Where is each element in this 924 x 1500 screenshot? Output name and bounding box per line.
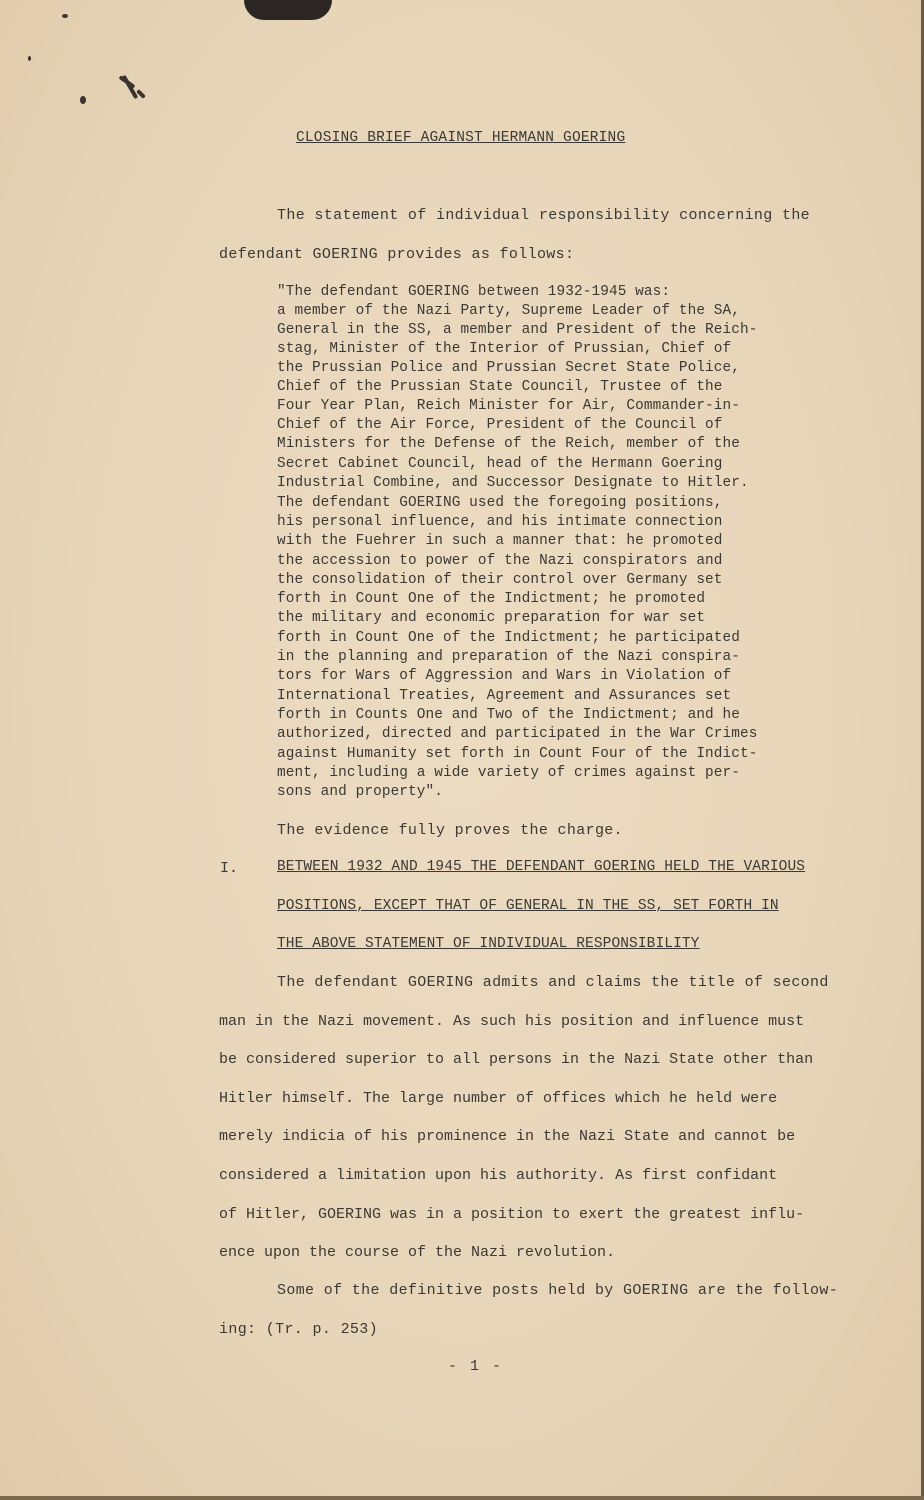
document-title: CLOSING BRIEF AGAINST HERMANN GOERING [296,130,626,146]
quote-line: authorized, directed and participated in the War Crimes [277,726,758,742]
quote-line: forth in Count One of the Indictment; he participated [277,630,740,646]
quote-line: with the Fuehrer in such a manner that: he promoted [277,533,723,549]
quote-line: The defendant GOERING used the foregoing positions, [277,495,723,511]
quote-line: his personal influence, and his intimate connection [277,514,723,530]
body-line: considered a limitation upon his authority. As first confidant [219,1167,778,1184]
body-line: man in the Nazi movement. As such his position and influence must [219,1013,805,1030]
quote-line: stag, Minister of the Interior of Prussian, Chief of [277,341,732,357]
quote-line: the accession to power of the Nazi conspirators and [277,553,723,569]
quote-line: Chief of the Air Force, President of the Council of [277,417,723,433]
ink-speck [62,14,68,18]
page-edge-bottom [0,1496,924,1500]
quote-line: Chief of the Prussian State Council, Trustee of the [277,379,723,395]
body-line: Some of the definitive posts held by GOERING are the follow- [277,1282,839,1299]
evidence-line: The evidence fully proves the charge. [277,822,624,839]
body-line: Hitler himself. The large number of offices which he held were [219,1090,778,1107]
quote-line: the Prussian Police and Prussian Secret State Police, [277,360,740,376]
quote-line: International Treaties, Agreement and Assurances set [277,688,732,704]
ink-blot [244,0,332,20]
section-heading-line: POSITIONS, EXCEPT THAT OF GENERAL IN THE SS, SET FORTH IN [277,898,779,914]
quote-line: Ministers for the Defense of the Reich, member of the [277,436,740,452]
section-heading-line: BETWEEN 1932 AND 1945 THE DEFENDANT GOERING HELD THE VARIOUS [277,859,806,875]
quote-line: ment, including a wide variety of crimes against per- [277,765,740,781]
quote-line: Industrial Combine, and Successor Designate to Hitler. [277,475,749,491]
page-number: - 1 - [448,1358,504,1375]
quote-line: tors for Wars of Aggression and Wars in Violation of [277,668,732,684]
quote-line: a member of the Nazi Party, Supreme Leader of the SA, [277,303,740,319]
body-line: ing: (Tr. p. 253) [219,1321,378,1338]
intro-line: defendant GOERING provides as follows: [219,246,575,263]
ink-speck [80,96,86,104]
ink-speck [28,56,31,61]
quote-line: the military and economic preparation for war set [277,610,706,626]
body-line: The defendant GOERING admits and claims the title of second [277,974,829,991]
quote-line: forth in Counts One and Two of the Indictment; and he [277,707,740,723]
body-line: be considered superior to all persons in the Nazi State other than [219,1051,814,1068]
quote-line: sons and property". [277,784,443,800]
quote-line: the consolidation of their control over Germany set [277,572,723,588]
quote-line: General in the SS, a member and President of the Reich- [277,322,758,338]
quote-line: "The defendant GOERING between 1932-1945 was: [277,284,671,300]
quote-line: against Humanity set forth in Count Four of the Indict- [277,746,758,762]
quote-line: forth in Count One of the Indictment; he promoted [277,591,706,607]
quote-line: Secret Cabinet Council, head of the Hermann Goering [277,456,723,472]
body-line: of Hitler, GOERING was in a position to exert the greatest influ- [219,1206,805,1223]
body-line: merely indicia of his prominence in the Nazi State and cannot be [219,1128,796,1145]
quote-line: in the planning and preparation of the Nazi conspira- [277,649,740,665]
section-heading-line: THE ABOVE STATEMENT OF INDIVIDUAL RESPONSIBILITY [277,936,700,952]
quote-line: Four Year Plan, Reich Minister for Air, Commander-in- [277,398,740,414]
body-line: ence upon the course of the Nazi revolution. [219,1244,616,1261]
section-numeral: I. [220,860,239,877]
intro-line: The statement of individual responsibility concerning the [277,207,811,224]
ink-speck [122,75,138,100]
